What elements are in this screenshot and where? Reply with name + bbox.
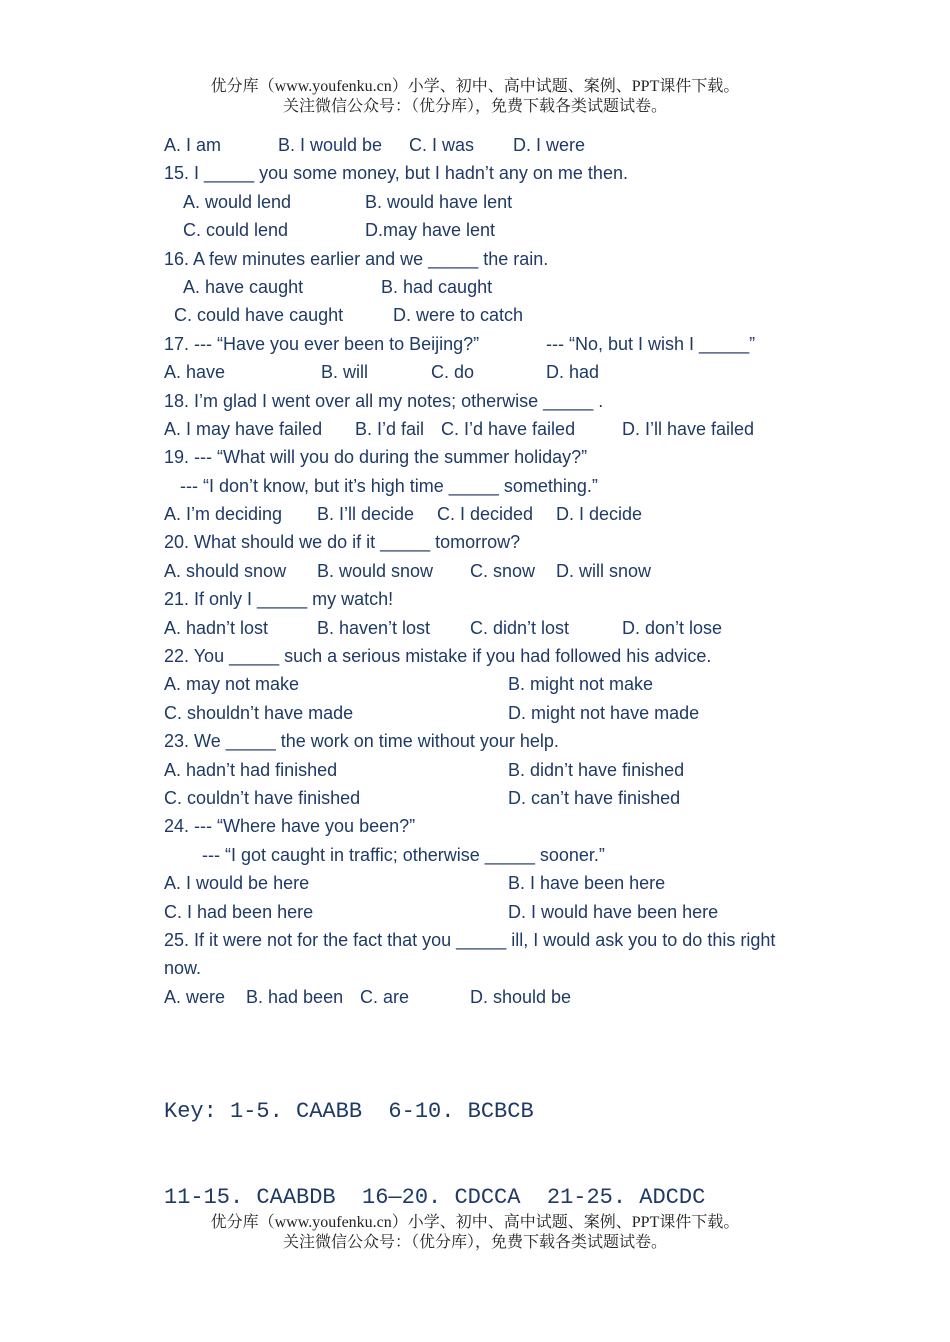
question-list (164, 131, 804, 1011)
q15-options-row2 (164, 216, 804, 244)
q25-option-d: D. should be (470, 986, 572, 1007)
q21-option-d: D. don’t lose (622, 617, 723, 638)
q15-stem: 15. I _____ you some money, but I hadn’t any on me then. (164, 163, 628, 184)
q25-option-c: C. are (360, 986, 410, 1007)
q19-stem-reply: --- “I don’t know, but it’s high time _____ something.” (180, 475, 598, 496)
q21-option-b: B. haven’t lost (317, 617, 431, 638)
footer-line-2: 关注微信公众号：（优分库），免费下载各类试题试卷。 (282, 1234, 667, 1251)
q17-stem-question: 17. --- “Have you ever been to Beijing?” (164, 333, 480, 354)
q16-stem: 16. A few minutes earlier and we _____ the rain. (164, 248, 549, 269)
page-footer (0, 1213, 950, 1253)
q23-options-row2 (164, 784, 804, 812)
q22-options-row1 (164, 670, 804, 698)
q19-option-b: B. I’ll decide (317, 504, 415, 525)
q18-stem: 18. I’m glad I went over all my notes; otherwise _____ . (164, 390, 604, 411)
q21-options (164, 614, 804, 642)
q20-option-a: A. should snow (164, 560, 287, 581)
q14-options (164, 131, 804, 159)
q18-option-a: A. I may have failed (164, 418, 323, 439)
q20-stem: 20. What should we do if it _____ tomorrow? (164, 532, 521, 553)
q22-options-row2 (164, 699, 804, 727)
q23-options-row1 (164, 756, 804, 784)
q16-option-d: D. were to catch (393, 305, 524, 326)
q22-option-b: B. might not make (508, 674, 654, 695)
q16-option-b: B. had caught (381, 276, 493, 297)
answer-key (164, 1041, 705, 1241)
q18-option-b: B. I’d fail (355, 418, 425, 439)
q16-options-row1 (164, 273, 804, 301)
q23-option-d: D. can’t have finished (508, 787, 681, 808)
q14-option-b: B. I would be (278, 135, 383, 155)
q18-options (164, 415, 804, 443)
q14-option-a: A. I am (164, 135, 222, 155)
q19-options (164, 500, 804, 528)
q16-options-row2 (164, 301, 804, 329)
q19-option-a: A. I’m deciding (164, 504, 283, 525)
q17-option-c: C. do (431, 362, 475, 383)
q15-option-d: D.may have lent (365, 220, 496, 241)
q24-option-d: D. I would have been here (508, 901, 719, 922)
q20-options (164, 557, 804, 585)
q19-stem-question: 19. --- “What will you do during the summer holiday?” (164, 447, 588, 468)
q16-option-c: C. could have caught (174, 305, 344, 326)
q25-option-b: B. had been (246, 986, 344, 1007)
q18-option-c: C. I’d have failed (441, 418, 576, 439)
q17-option-d: D. had (546, 362, 600, 383)
q17-options (164, 358, 804, 386)
q20-option-d: D. will snow (556, 560, 652, 581)
q15-options-row1 (164, 188, 804, 216)
q25-stem: 25. If it were not for the fact that you _____ ill, I would ask you to do this right now. (164, 929, 776, 979)
q24-stem-reply: --- “I got caught in traffic; otherwise _____ sooner.” (202, 844, 605, 865)
q17-stem-reply: --- “No, but I wish I _____” (546, 333, 756, 354)
header-line-1: 优分库（www.youfenku.cn）小学、初中、高中试题、案例、PPT课件下载。 (210, 78, 740, 95)
q25-option-a: A. were (164, 986, 226, 1007)
q15-option-b: B. would have lent (365, 191, 513, 212)
q17-option-a: A. have (164, 362, 226, 383)
q17-stem (164, 330, 804, 358)
q19-option-d: D. I decide (556, 504, 643, 525)
q22-option-c: C. shouldn’t have made (164, 702, 354, 723)
q22-option-a: A. may not make (164, 674, 300, 695)
q20-option-c: C. snow (470, 560, 536, 581)
q21-stem: 21. If only I _____ my watch! (164, 589, 394, 610)
header-line-2: 关注微信公众号：（优分库），免费下载各类试题试卷。 (282, 98, 667, 115)
q21-option-a: A. hadn’t lost (164, 617, 269, 638)
q25-options (164, 983, 804, 1011)
q23-option-b: B. didn’t have finished (508, 759, 685, 780)
q24-stem-question: 24. --- “Where have you been?” (164, 816, 416, 837)
q17-option-b: B. will (321, 362, 369, 383)
q21-option-c: C. didn’t lost (470, 617, 570, 638)
q15-option-c: C. could lend (183, 220, 289, 241)
q22-option-d: D. might not have made (508, 702, 700, 723)
q24-option-a: A. I would be here (164, 873, 310, 894)
q23-stem: 23. We _____ the work on time without your help. (164, 731, 559, 752)
answer-key-line-2: 11-15. CAABDB 16—20. CDCCA 21-25. ADCDC (164, 1184, 706, 1210)
q15-option-a: A. would lend (183, 191, 292, 212)
answer-key-line-1: Key: 1-5. CAABB 6-10. BCBCB (164, 1099, 534, 1125)
q23-option-c: C. couldn’t have finished (164, 787, 361, 808)
page-header (0, 77, 950, 117)
q24-option-b: B. I have been here (508, 873, 666, 894)
footer-line-1: 优分库（www.youfenku.cn）小学、初中、高中试题、案例、PPT课件下载。 (210, 1214, 740, 1231)
q18-option-d: D. I’ll have failed (622, 418, 755, 439)
q24-options-row2 (164, 898, 804, 926)
q14-option-c: C. I was (409, 135, 475, 155)
q22-stem: 22. You _____ such a serious mistake if you had followed his advice. (164, 646, 712, 667)
q19-option-c: C. I decided (437, 504, 534, 525)
q20-option-b: B. would snow (317, 560, 434, 581)
q16-option-a: A. have caught (183, 276, 304, 297)
q24-option-c: C. I had been here (164, 901, 314, 922)
q14-option-d: D. I were (513, 135, 586, 155)
q24-options-row1 (164, 869, 804, 897)
q23-option-a: A. hadn’t had finished (164, 759, 338, 780)
